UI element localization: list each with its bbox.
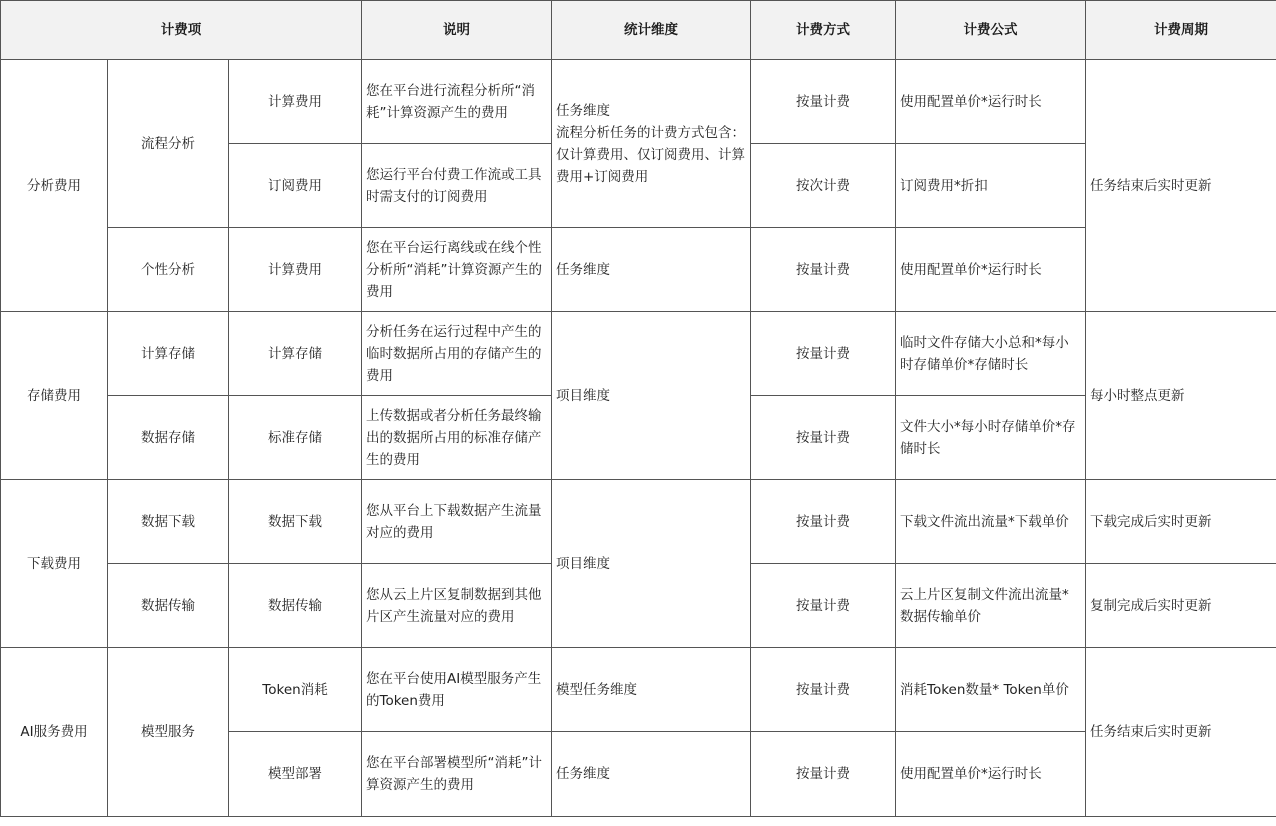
- header-item: 计费项: [1, 1, 362, 60]
- item-cell: 计算费用: [229, 60, 362, 144]
- formula-cell: 使用配置单价*运行时长: [896, 60, 1086, 144]
- desc-cell: 上传数据或者分析任务最终输出的数据所占用的标准存储产生的费用: [362, 396, 552, 480]
- formula-cell: 临时文件存储大小总和*每小时存储单价*存储时长: [896, 312, 1086, 396]
- header-desc: 说明: [362, 1, 552, 60]
- subcategory-cell: 数据传输: [108, 564, 229, 648]
- formula-cell: 云上片区复制文件流出流量*数据传输单价: [896, 564, 1086, 648]
- category-cell: AI服务费用: [1, 648, 108, 817]
- category-cell: 下载费用: [1, 480, 108, 648]
- formula-cell: 订阅费用*折扣: [896, 144, 1086, 228]
- method-cell: 按量计费: [751, 396, 896, 480]
- header-dimension: 统计维度: [552, 1, 751, 60]
- dimension-cell: 任务维度: [552, 732, 751, 817]
- table-row: [1, 228, 1276, 312]
- cycle-cell: 下载完成后实时更新: [1086, 480, 1276, 564]
- category-cell: 分析费用: [1, 60, 108, 312]
- item-cell: 计算费用: [229, 228, 362, 312]
- method-cell: 按量计费: [751, 732, 896, 817]
- formula-cell: 下载文件流出流量*下载单价: [896, 480, 1086, 564]
- table-row: [1, 480, 1276, 564]
- desc-cell: 您在平台使用AI模型服务产生的Token费用: [362, 648, 552, 732]
- desc-cell: 您在平台进行流程分析所“消耗”计算资源产生的费用: [362, 60, 552, 144]
- desc-cell: 您在平台运行离线或在线个性分析所“消耗”计算资源产生的费用: [362, 228, 552, 312]
- desc-cell: 您运行平台付费工作流或工具时需支付的订阅费用: [362, 144, 552, 228]
- item-cell: Token消耗: [229, 648, 362, 732]
- subcategory-cell: 流程分析: [108, 60, 229, 228]
- desc-cell: 您从云上片区复制数据到其他片区产生流量对应的费用: [362, 564, 552, 648]
- header-cycle: 计费周期: [1086, 1, 1276, 60]
- item-cell: 计算存储: [229, 312, 362, 396]
- method-cell: 按量计费: [751, 60, 896, 144]
- method-cell: 按量计费: [751, 564, 896, 648]
- desc-cell: 分析任务在运行过程中产生的临时数据所占用的存储产生的费用: [362, 312, 552, 396]
- dimension-cell: 模型任务维度: [552, 648, 751, 732]
- item-cell: 标准存储: [229, 396, 362, 480]
- desc-cell: 您从平台上下载数据产生流量对应的费用: [362, 480, 552, 564]
- dimension-cell: 项目维度: [552, 312, 751, 480]
- method-cell: 按量计费: [751, 228, 896, 312]
- method-cell: 按量计费: [751, 312, 896, 396]
- desc-cell: 您在平台部署模型所“消耗”计算资源产生的费用: [362, 732, 552, 817]
- dimension-line: 任务维度: [556, 102, 610, 119]
- cycle-cell: 每小时整点更新: [1086, 312, 1276, 480]
- item-cell: 数据传输: [229, 564, 362, 648]
- cycle-cell: 任务结束后实时更新: [1086, 60, 1276, 312]
- dimension-cell: 项目维度: [552, 480, 751, 648]
- table-row: [1, 60, 1276, 144]
- dimension-cell: 任务维度: [552, 228, 751, 312]
- table-row: [1, 648, 1276, 732]
- subcategory-cell: 数据下载: [108, 480, 229, 564]
- dimension-note: 流程分析任务的计费方式包含：仅计算费用、仅订阅费用、计算费用+订阅费用: [556, 124, 745, 185]
- cycle-cell: 任务结束后实时更新: [1086, 648, 1276, 817]
- formula-cell: 使用配置单价*运行时长: [896, 228, 1086, 312]
- method-cell: 按量计费: [751, 648, 896, 732]
- subcategory-cell: 模型服务: [108, 648, 229, 817]
- formula-cell: 文件大小*每小时存储单价*存储时长: [896, 396, 1086, 480]
- subcategory-cell: 个性分析: [108, 228, 229, 312]
- category-cell: 存储费用: [1, 312, 108, 480]
- method-cell: 按量计费: [751, 480, 896, 564]
- cycle-cell: 复制完成后实时更新: [1086, 564, 1276, 648]
- item-cell: 模型部署: [229, 732, 362, 817]
- subcategory-cell: 数据存储: [108, 396, 229, 480]
- header-method: 计费方式: [751, 1, 896, 60]
- item-cell: 订阅费用: [229, 144, 362, 228]
- header-formula: 计费公式: [896, 1, 1086, 60]
- table-row: [1, 312, 1276, 396]
- subcategory-cell: 计算存储: [108, 312, 229, 396]
- formula-cell: 消耗Token数量* Token单价: [896, 648, 1086, 732]
- method-cell: 按次计费: [751, 144, 896, 228]
- formula-cell: 使用配置单价*运行时长: [896, 732, 1086, 817]
- dimension-cell: [552, 60, 751, 228]
- header-row: [1, 1, 1276, 60]
- item-cell: 数据下载: [229, 480, 362, 564]
